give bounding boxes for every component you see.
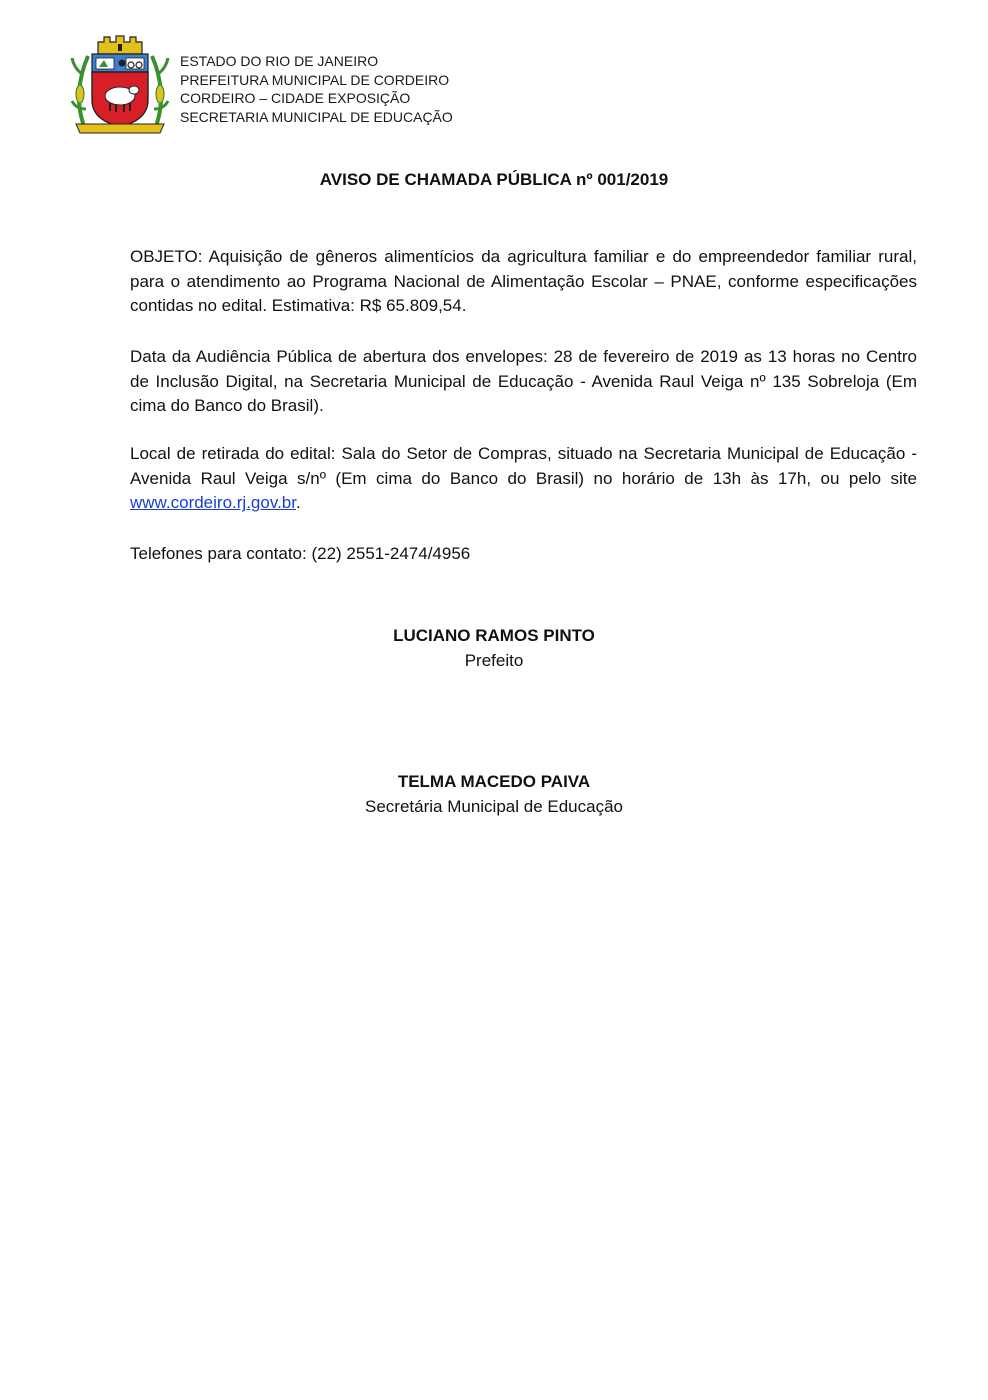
paragraph-objeto: OBJETO: Aquisição de gêneros alimentícios da agricultura familiar e do empreendedor familiar rural, para o atendimento ao Programa Nacional de Alimentação Escolar – PNAE, conforme especificações contidas no edital. Estimativa: R$ 65.809,54. (130, 247, 917, 316)
letterhead-state: ESTADO DO RIO DE JANEIRO (180, 53, 379, 69)
signature-name: TELMA MACEDO PAIVA (397, 772, 591, 791)
website-link[interactable]: www.cordeiro.rj.gov.br (130, 493, 296, 513)
letterhead-prefecture: PREFEITURA MUNICIPAL DE CORDEIRO (180, 71, 450, 88)
letterhead-department: SECRETARIA MUNICIPAL DE EDUCAÇÃO (180, 108, 453, 125)
paragraph-hearing-date: Data da Audiência Pública de abertura dos envelopes: 28 de fevereiro de 2019 as 13 horas no Centro de Inclusão Digital, na Secretaria Municipal de Educação - Avenida Raul Veiga nº 135 Sobreloja (Em cima do Banco do Brasil). (130, 347, 917, 416)
letterhead-city-motto: CORDEIRO – CIDADE EXPOSIÇÃO (180, 90, 411, 106)
paragraph-phones: Telefones para contato: (22) 2551-2474/4956 (130, 544, 471, 563)
paragraph-edital-location (130, 442, 917, 516)
municipal-coat-of-arms-icon (70, 34, 170, 136)
signature-role: Secretária Municipal de Educação (365, 797, 623, 816)
signature-name: LUCIANO RAMOS PINTO (393, 626, 595, 645)
letterhead (180, 52, 453, 126)
edital-location-suffix: . (295, 493, 301, 513)
signature-block-secretary (0, 769, 988, 819)
edital-location-text: Local de retirada do edital: Sala do Setor de Compras, situado na Secretaria Municipal de Educação - Avenida Raul Veiga s/nº (Em cima do Banco do Brasil) no horário de 13h às 17h, ou pelo site (130, 444, 917, 488)
signature-role: Prefeito (464, 651, 524, 670)
signature-block-mayor (0, 623, 988, 673)
document-title: AVISO DE CHAMADA PÚBLICA nº 001/2019 (319, 170, 669, 189)
